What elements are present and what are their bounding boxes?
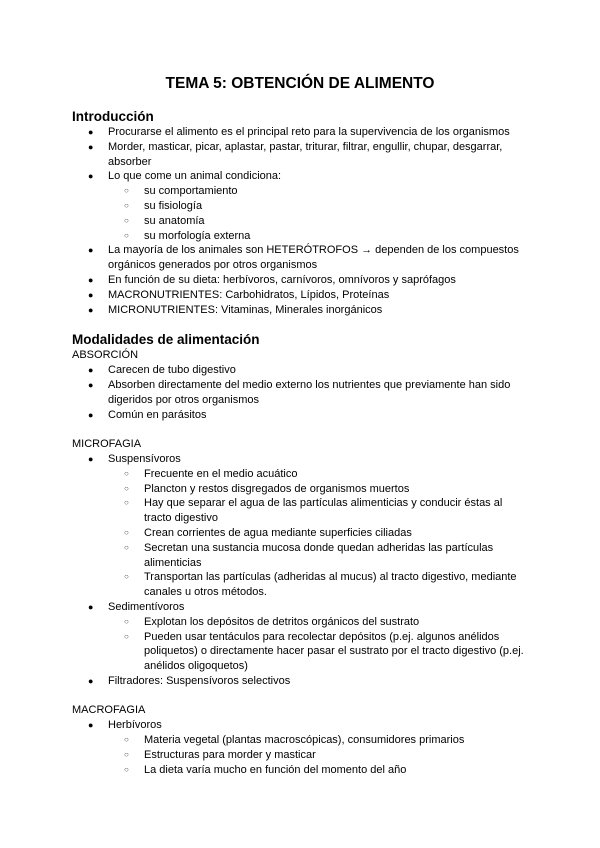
spacer — [72, 689, 528, 704]
sub-list-item — [108, 748, 528, 763]
section-heading: Introducción — [72, 109, 154, 124]
bullet-icon: ● — [88, 245, 94, 256]
sub-list-item — [108, 482, 528, 497]
spacer — [72, 422, 528, 437]
hollow-bullet-icon: ○ — [124, 215, 129, 225]
sub-list-item — [108, 199, 528, 214]
sub-list-item — [108, 630, 528, 674]
sub-list-item-text: su anatomía — [144, 214, 205, 227]
list-item-text: Lo que come un animal condiciona: — [108, 170, 282, 183]
list-item — [72, 408, 528, 423]
bullet-list — [72, 452, 528, 689]
sub-list-item — [108, 214, 528, 229]
hollow-bullet-icon: ○ — [124, 186, 129, 196]
bullet-list — [72, 718, 528, 777]
sub-list-item — [108, 526, 528, 541]
hollow-bullet-icon: ○ — [124, 764, 129, 774]
hollow-bullet-icon: ○ — [124, 542, 129, 552]
block-label: MICROFAGIA — [72, 438, 142, 451]
sub-list-item — [108, 570, 528, 600]
sub-list-item-text: Secretan una sustancia mucosa donde quedan adheridas las partículas alimenticias — [144, 541, 494, 569]
sub-list-item-text: La dieta varía mucho en función del momento del año — [144, 763, 407, 776]
block-label: MACROFAGIA — [72, 704, 146, 717]
sub-list-item — [108, 184, 528, 199]
list-item — [72, 674, 528, 689]
list-item-text: Morder, masticar, picar, aplastar, pastar, triturar, filtrar, engullir, chupar, desgarrar, absorber — [108, 140, 503, 168]
hollow-bullet-icon: ○ — [124, 735, 129, 745]
bullet-icon: ● — [88, 127, 94, 137]
sub-bullet-list — [108, 733, 528, 777]
bullet-icon: ● — [88, 274, 94, 285]
list-item — [72, 452, 528, 600]
list-item-text: En función de su dieta: herbívoros, carnívoros, omnívoros y saprófagos — [108, 273, 456, 286]
sub-bullet-list — [108, 467, 528, 600]
hollow-bullet-icon: ○ — [124, 527, 129, 537]
bullet-icon: ● — [88, 141, 94, 152]
sub-list-item-text: Transportan las partículas (adheridas al mucus) al tracto digestivo, mediante canales u otros métodos. — [144, 571, 517, 599]
list-item — [72, 273, 528, 288]
list-item — [72, 303, 528, 318]
section — [72, 331, 528, 777]
hollow-bullet-icon: ○ — [124, 616, 129, 626]
sub-list-item — [108, 615, 528, 630]
list-item-text: Filtradores: Suspensívoros selectivos — [108, 674, 291, 687]
bullet-icon: ● — [88, 453, 94, 464]
hollow-bullet-icon: ○ — [124, 749, 129, 759]
list-item-text: Común en parásitos — [108, 408, 207, 421]
list-item-text: Procurarse el alimento es el principal reto para la supervivencia de los organismos — [108, 126, 510, 138]
list-item — [72, 600, 528, 674]
sub-list-item-text: Materia vegetal (plantas macroscópicas), consumidores primarios — [144, 734, 465, 747]
list-item — [72, 378, 528, 408]
sub-list-item-text: Hay que separar el agua de las partículas alimenticias y conducir éstas al tracto digestivo — [144, 497, 503, 525]
section — [72, 108, 528, 317]
bullet-icon: ● — [88, 289, 94, 300]
document-page — [72, 74, 528, 777]
bullet-icon: ● — [88, 720, 94, 731]
list-item-text: La mayoría de los animales son HETERÓTROFOS → dependen de los compuestos orgánicos generados por otros organismos — [108, 244, 519, 272]
list-item — [72, 243, 528, 273]
sub-list-item — [108, 229, 528, 244]
bullet-icon: ● — [88, 601, 94, 612]
list-item-text: Suspensívoros — [108, 452, 181, 465]
sub-list-item-text: Crean corrientes de agua mediante superficies ciliadas — [144, 526, 412, 539]
list-item — [72, 363, 528, 378]
sub-bullet-list — [108, 615, 528, 674]
list-item-text: MACRONUTRIENTES: Carbohidratos, Lípidos, Proteínas — [108, 288, 390, 301]
block-label: ABSORCIÓN — [72, 349, 139, 362]
document-title: TEMA 5: OBTENCIÓN DE ALIMENTO — [165, 75, 435, 92]
sub-list-item-text: Plancton y restos disgregados de organismos muertos — [144, 482, 410, 495]
bullet-icon: ● — [88, 171, 94, 182]
hollow-bullet-icon: ○ — [124, 483, 129, 493]
hollow-bullet-icon: ○ — [124, 468, 129, 478]
bullet-icon: ● — [88, 675, 94, 686]
bullet-icon: ● — [88, 365, 94, 376]
list-item — [72, 125, 528, 140]
sub-list-item-text: su morfología externa — [144, 229, 251, 242]
list-item — [72, 169, 528, 243]
sub-list-item-text: Estructuras para morder y masticar — [144, 748, 316, 761]
hollow-bullet-icon: ○ — [124, 631, 129, 641]
sub-list-item-text: su comportamiento — [144, 185, 238, 198]
list-item — [72, 718, 528, 777]
hollow-bullet-icon: ○ — [124, 498, 129, 508]
sub-list-item-text: Pueden usar tentáculos para recolectar depósitos (p.ej. algunos anélidos poliquetos) o directamente hacer pasar el sustrato por el tracto digestivo (p.ej. anélidos oligoquetos) — [144, 630, 524, 673]
sub-list-item — [108, 733, 528, 748]
sub-bullet-list — [108, 184, 528, 243]
list-item — [72, 288, 528, 303]
sub-list-item-text: Frecuente en el medio acuático — [144, 467, 298, 480]
sub-list-item — [108, 541, 528, 571]
bullet-icon: ● — [88, 304, 94, 315]
sub-list-item — [108, 467, 528, 482]
hollow-bullet-icon: ○ — [124, 200, 129, 210]
list-item — [72, 140, 528, 170]
hollow-bullet-icon: ○ — [124, 230, 129, 240]
list-item-text: Sedimentívoros — [108, 600, 185, 613]
document-body — [72, 108, 528, 777]
list-item-text: Carecen de tubo digestivo — [108, 364, 236, 377]
bullet-list — [72, 125, 528, 317]
list-item-text: Herbívoros — [108, 719, 162, 732]
bullet-list — [72, 363, 528, 422]
sub-list-item-text: Explotan los depósitos de detritos orgánicos del sustrato — [144, 615, 420, 628]
section-heading: Modalidades de alimentación — [72, 332, 260, 348]
sub-list-item — [108, 496, 528, 526]
list-item-text: Absorben directamente del medio externo los nutrientes que previamente han sido digeridos por otros organismos — [108, 378, 511, 406]
bullet-icon: ● — [88, 379, 94, 390]
list-item-text: MICRONUTRIENTES: Vitaminas, Minerales inorgánicos — [108, 303, 383, 316]
sub-list-item — [108, 763, 528, 778]
sub-list-item-text: su fisiología — [144, 199, 203, 212]
hollow-bullet-icon: ○ — [124, 572, 129, 582]
bullet-icon: ● — [88, 409, 94, 420]
